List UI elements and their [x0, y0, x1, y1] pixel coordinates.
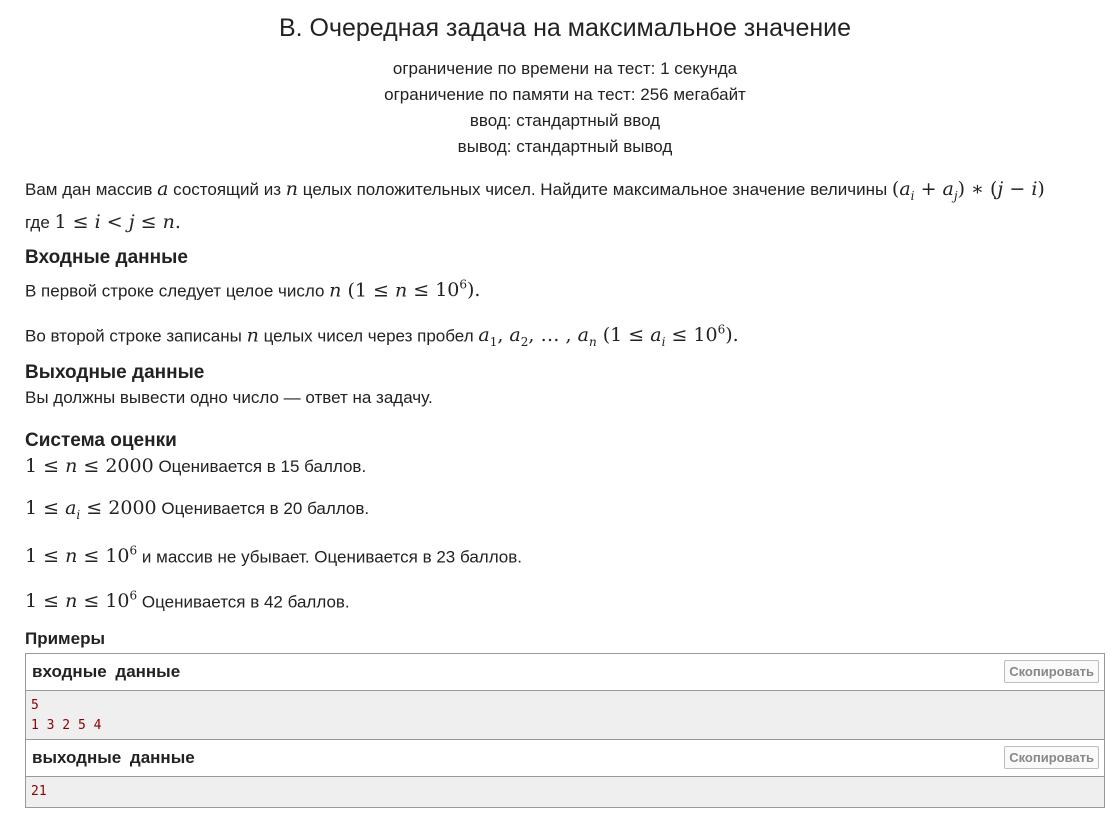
- input-file: ввод: стандартный ввод: [469, 111, 661, 130]
- memory-limit: ограничение по памяти на тест: 256 мегабайт: [384, 85, 746, 104]
- sample-input-label: входные данные: [32, 662, 181, 681]
- sample-output-text: 21: [26, 777, 1104, 807]
- scoring-item: $1 \le n \le 10^6$ и массив не убывает. Оценивается в 23 баллов.: [25, 544, 523, 568]
- math-expression: $(a_i + a_j)$ ∗ (j − i): [891, 178, 1045, 203]
- input-line-2: Во второй строке записаны n целых чисел через пробел $a_1$, $a_2$, … , $a_n$ $(1 \le a_i \le 10^6)$.: [25, 323, 739, 350]
- sample-input-text: 5 1 3 2 5 4: [26, 691, 1104, 741]
- sample-output-label: выходные данные: [32, 748, 195, 767]
- math-a: a: [157, 178, 169, 200]
- statement-paragraph: Вам дан массив a состоящий из n целых положительных чисел. Найдите максимальное значение величины $(a_i + a_j)$ ∗ (j − i) где 1 ≤ i < j ≤ n.: [25, 178, 1045, 233]
- scoring-item: $1 \le a_i \le 2000$ Оценивается в 20 баллов.: [25, 497, 370, 522]
- math-constraint: 1 ≤ i < j ≤ n.: [54, 210, 181, 233]
- scoring-item: $1 \le n \le 10^6$ Оценивается в 42 баллов.: [25, 589, 350, 613]
- input-heading: Входные данные: [25, 247, 188, 268]
- output-text: Вы должны вывести одно число — ответ на задачу.: [25, 388, 433, 407]
- scoring-item: 1 ≤ n ≤ 2000 Оценивается в 15 баллов.: [25, 455, 367, 477]
- sample-output: [25, 739, 1105, 808]
- copy-output-button[interactable]: Скопировать: [1004, 746, 1099, 769]
- output-heading: Выходные данные: [25, 362, 205, 383]
- input-line-1: В первой строке следует целое число n $(1 \le n \le 10^6)$.: [25, 278, 481, 302]
- output-file: вывод: стандартный вывод: [457, 137, 673, 156]
- sample-input: [25, 653, 1105, 742]
- math-n: n: [285, 178, 299, 200]
- time-limit: ограничение по времени на тест: 1 секунда: [392, 59, 738, 78]
- examples-heading: Примеры: [25, 629, 105, 648]
- problem-title: B. Очередная задача на максимальное значение: [278, 14, 852, 42]
- copy-input-button[interactable]: Скопировать: [1004, 660, 1099, 683]
- scoring-heading: Система оценки: [25, 430, 177, 451]
